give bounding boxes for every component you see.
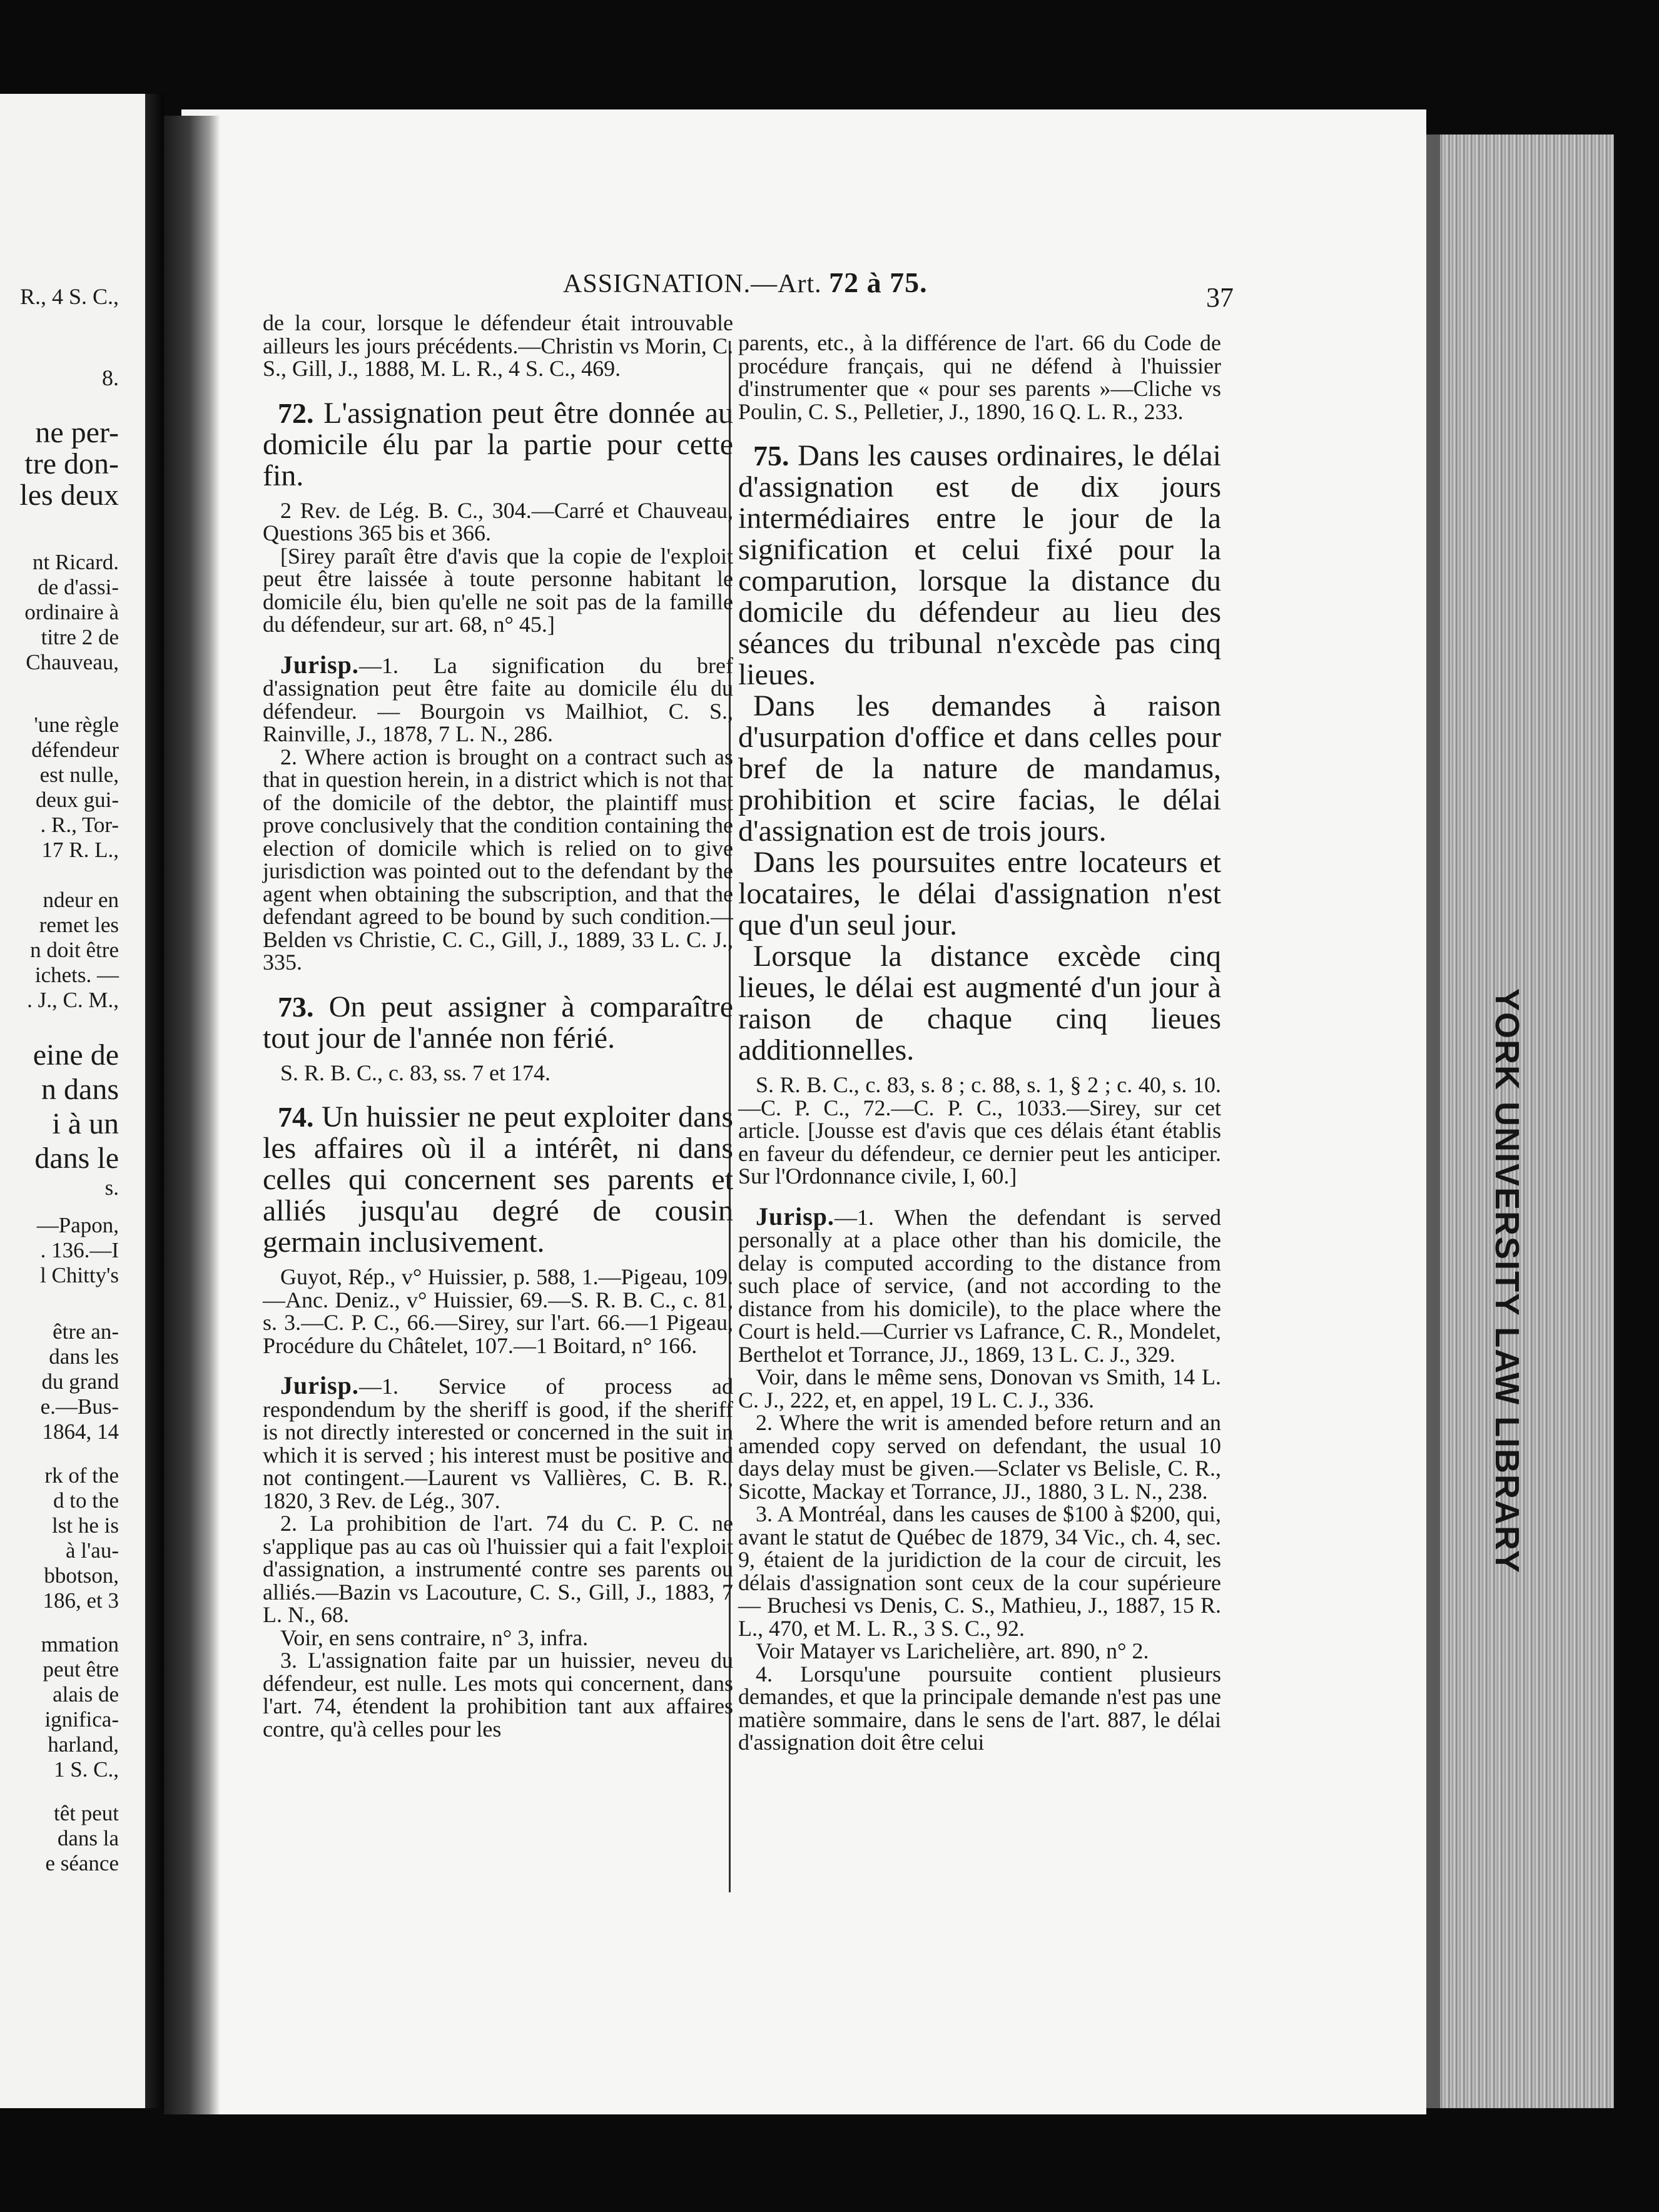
article-text: Un huissier ne peut exploiter dans les affaires où il a intérêt, ni dans celles qui concernent ses parents et alliés jusqu'au degré de cousin germain inclusivement.: [263, 1100, 734, 1259]
article-number: 73.: [278, 990, 314, 1023]
article-text: On peut assigner à comparaître tout jour de l'année non férié.: [263, 990, 733, 1055]
left-page-text-fragment: nt Ricard.: [32, 550, 119, 574]
page-number: 37: [1206, 282, 1234, 313]
left-page-text-fragment: à l'au-: [65, 1538, 119, 1563]
jurisprudence-entry: 2. La prohibition de l'art. 74 du C. P. C. ne s'applique pas au cas où l'huissier qui a fait l'exploit d'assignation, a instrumenté contre ses parents ou alliés.—Bazin vs Lacouture, C. S., Gill, J., 1883, 7 L. N., 68.: [263, 1511, 733, 1627]
left-page-text-fragment: titre 2 de: [41, 625, 119, 649]
page-block-shadow: [1426, 134, 1440, 2108]
jurisprudence-label: Jurisp.: [280, 1371, 359, 1399]
jurisprudence-text: —1. When the defendant is served personally at a place other than his domicile, the delay is computed according to the distance from such place of service, (and not according to the distance from his domicile), to the place where the Court is held.—Currier vs Lafrance, C. R., Mondelet, Berthelot et Torrance, JJ., 1869, 13 L. C. J., 329.: [738, 1204, 1221, 1367]
article-74: [263, 1102, 733, 1258]
left-page-text-fragment: 1864, 14: [42, 1419, 119, 1444]
article-text: L'assignation peut être donnée au domicile élu par la partie pour cette fin.: [263, 396, 734, 492]
left-page-text-fragment: du grand: [41, 1369, 119, 1394]
left-page-text-fragment: lst he is: [52, 1513, 119, 1538]
left-page-text-fragment: tre don-: [24, 447, 119, 480]
cross-reference: Voir Matayer vs Larichelière, art. 890, n° 2.: [756, 1638, 1149, 1663]
cross-reference: Voir, dans le même sens, Donovan vs Smith, 14 L. C. J., 222, et, en appel, 19 L. C. J., 336.: [738, 1364, 1221, 1413]
article-75-paragraph: Dans les demandes à raison d'usurpation d'office et dans celles pour bref de la nature de mandamus, prohibition et scire facias, le délai d'assignation est de trois jours.: [738, 689, 1221, 848]
article-number: 72.: [278, 397, 314, 429]
left-page-text-fragment: alais de: [53, 1682, 119, 1707]
left-page-text-fragment: mmation: [41, 1632, 119, 1656]
left-column: [263, 312, 733, 1740]
left-page-text-fragment: e séance: [45, 1851, 119, 1875]
left-page-text-fragment: être an-: [53, 1319, 119, 1344]
library-stamp: YORK UNIVERSITY LAW LIBRARY: [1488, 988, 1526, 1575]
left-page-text-fragment: peut être: [43, 1657, 119, 1682]
article-number: 75.: [753, 440, 789, 472]
left-page-text-fragment: R., 4 S. C.,: [19, 284, 119, 309]
left-page-text-fragment: ignifica-: [44, 1707, 119, 1732]
left-page-text-fragment: 'une règle: [34, 713, 119, 737]
left-page-text-fragment: e.—Bus-: [40, 1394, 119, 1419]
left-page-text-fragment: —Papon,: [36, 1213, 119, 1237]
left-page-text-fragment: est nulle,: [39, 763, 119, 787]
left-page-text-fragment: 8.: [102, 365, 119, 390]
jurisprudence-entry: 2. Where the writ is amended before return and an amended copy served on defendant, the usual 10 days delay must be given.—Sclater vs Belisle, C. R., Sicotte, Mackay et Torrance, JJ., 1880, 3 L. N., 238.: [738, 1410, 1221, 1504]
left-page-text-fragment: i à un: [52, 1107, 119, 1140]
article-75-paragraph: Lorsque la distance excède cinq lieues, le délai est augmenté d'un jour à raison de chaque cinq lieues additionnelles.: [738, 940, 1221, 1067]
left-page-text-fragment: têt peut: [54, 1801, 119, 1825]
left-page-text-fragment: . 136.—I: [40, 1238, 119, 1262]
left-page-text-fragment: défendeur: [31, 738, 119, 762]
left-page-text-fragment: ordinaire à: [24, 600, 119, 624]
left-page-text-fragment: 1 S. C.,: [53, 1757, 119, 1782]
jurisprudence-entry: 3. L'assignation faite par un huissier, neveu du défendeur, est nulle. Les mots qui concernent, dans l'art. 74, étendent la prohibition tant aux affaires contre, qu'à celles pour les: [263, 1648, 733, 1742]
binding-gutter: [164, 116, 220, 2114]
left-page-text-fragment: n dans: [41, 1073, 119, 1106]
continuation-text: de la cour, lorsque le défendeur était introuvable ailleurs les jours précédents.—Christin vs Morin, C. S., Gill, J., 1888, M. L. R., 4 S. C., 469.: [263, 310, 733, 381]
jurisprudence-text: —1. Service of process ad respondendum by the sheriff is good, if the sheriff is not directly interested or concerned in the suit in which it is served ; his interest must be positive and not contingent.—Laurent vs Vallières, C. B. R., 1820, 3 Rev. de Lég., 307.: [263, 1374, 733, 1513]
left-page-text-fragment: rk of the: [44, 1463, 119, 1488]
jurisprudence-entry: [738, 1202, 1221, 1367]
left-page-text-fragment: . R., Tor-: [40, 813, 119, 837]
left-page-text-fragment: dans les: [49, 1344, 119, 1369]
running-head-articles: 72 à 75.: [829, 266, 928, 298]
article-75-paragraph: Dans les poursuites entre locateurs et locataires, le délai d'assignation n'est que d'un seul jour.: [738, 846, 1221, 941]
left-page-text-fragment: ndeur en: [43, 888, 119, 912]
page-edge-shadow: [145, 94, 164, 2108]
left-page-text-fragment: 186, et 3: [43, 1588, 119, 1613]
left-page-text-fragment: les deux: [19, 479, 119, 512]
commentary-note: [Sirey paraît être d'avis que la copie de l'exploit peut être laissée à toute personne habitant le domicile élu, bien qu'elle ne soit pas de la famille du défendeur, sur art. 68, n° 45.]: [263, 543, 733, 637]
source-references: S. R. B. C., c. 83, ss. 7 et 174.: [280, 1060, 551, 1085]
jurisprudence-entry: [263, 650, 733, 746]
left-page-text-fragment: ne per-: [35, 416, 119, 449]
left-page-text-fragment: bbotson,: [44, 1563, 119, 1588]
left-page-text-fragment: de d'assi-: [38, 575, 119, 599]
article-75: [738, 440, 1221, 691]
left-page-text-fragment: d to the: [53, 1488, 119, 1513]
jurisprudence-entry: 4. Lorsqu'une poursuite contient plusieurs demandes, et que la principale demande n'est pas une matière sommaire, dans le sens de l'art. 887, le délai d'assignation doit être celui: [738, 1661, 1221, 1755]
source-references: S. R. B. C., c. 83, s. 8 ; c. 88, s. 1, § 2 ; c. 40, s. 10.—C. P. C., 72.—C. P. C., 1033.—Sirey, sur cet article. [Jousse est d'avis que ces délais étant établis en faveur du défendeur, ce dernier peut les anticiper. Sur l'Ordonnance civile, I, 60.]: [738, 1072, 1221, 1189]
left-page-text-fragment: s.: [104, 1175, 119, 1200]
left-page-text-fragment: deux gui-: [35, 788, 119, 812]
left-page-text-fragment: remet les: [39, 913, 119, 937]
running-head-title: ASSIGNATION.—Art.: [563, 270, 822, 298]
left-page-text-fragment: l Chitty's: [40, 1263, 119, 1287]
previous-page-fragment: [0, 94, 145, 2108]
jurisprudence-entry: [263, 1371, 733, 1513]
cross-reference: Voir, en sens contraire, n° 3, infra.: [280, 1625, 589, 1650]
left-page-text-fragment: . J., C. M.,: [27, 988, 119, 1012]
jurisprudence-label: Jurisp.: [756, 1202, 835, 1230]
left-page-text-fragment: dans la: [57, 1826, 119, 1850]
jurisprudence-label: Jurisp.: [280, 650, 359, 679]
left-page-text-fragment: harland,: [48, 1732, 119, 1757]
source-references: Guyot, Rép., v° Huissier, p. 588, 1.—Pigeau, 109.—Anc. Deniz., v° Huissier, 69.—S. R. B. C., c. 81, s. 3.—C. P. C., 66.—Sirey, sur l'art. 66.—1 Pigeau, Procédure du Châtelet, 107.—1 Boitard, n° 166.: [263, 1264, 733, 1358]
jurisprudence-entry: 3. A Montréal, dans les causes de $100 à $200, qui, avant le statut de Québec de 1879, 34 Vic., ch. 4, sec. 9, étaient de la juridiction de la cour de circuit, les délais d'assignation sont ceux de la cour supérieure — Bruchesi vs Denis, C. S., Mathieu, J., 1887, 15 R. L., 470, et M. L. R., 3 S. C., 92.: [738, 1501, 1221, 1641]
right-column: [738, 332, 1221, 1754]
jurisprudence-text: —1. La signification du bref d'assignation peut être faite au domicile élu du défendeur. — Bourgoin vs Mailhiot, C. S., Rainville, J., 1878, 7 L. N., 286.: [263, 652, 733, 746]
source-references: 2 Rev. de Lég. B. C., 304.—Carré et Chauveau, Questions 365 bis et 366.: [263, 497, 733, 545]
article-73: [263, 992, 733, 1054]
running-head: [563, 266, 928, 299]
article-number: 74.: [278, 1101, 314, 1133]
left-page-text-fragment: n doit être: [30, 938, 119, 962]
article-text: Dans les causes ordinaires, le délai d'assignation est de dix jours intermédiaires entre le jour de la signification et celui fixé pour la comparution, lorsque la distance du domicile du défendeur au lieu des séances du tribunal n'excède pas cinq lieues.: [738, 439, 1222, 691]
left-page-text-fragment: ichets. —: [34, 963, 119, 987]
jurisprudence-entry: 2. Where action is brought on a contract such as that in question herein, in a district which is not that of the domicile of the debtor, the plaintiff must prove conclusively that the condition containing the election of domicile which is relied on to give jurisdiction was pointed out to the defendant by the agent when obtaining the subscription, and that the defendant agreed to be bound by such condition.—Belden vs Christie, C. C., Gill, J., 1889, 33 L. C. J., 335.: [263, 744, 733, 975]
scan-background: [150, 2114, 1614, 2212]
left-page-text-fragment: 17 R. L.,: [41, 838, 119, 862]
left-page-text-fragment: eine de: [33, 1038, 119, 1072]
left-page-text-fragment: dans le: [34, 1142, 119, 1175]
article-72: [263, 398, 733, 492]
continuation-text: parents, etc., à la différence de l'art. 66 du Code de procédure français, qui ne défend à l'huissier d'instrumenter que « pour ses parents »—Cliche vs Poulin, C. S., Pelletier, J., 1890, 16 Q. L. R., 233.: [738, 330, 1221, 424]
left-page-text-fragment: Chauveau,: [26, 650, 119, 674]
